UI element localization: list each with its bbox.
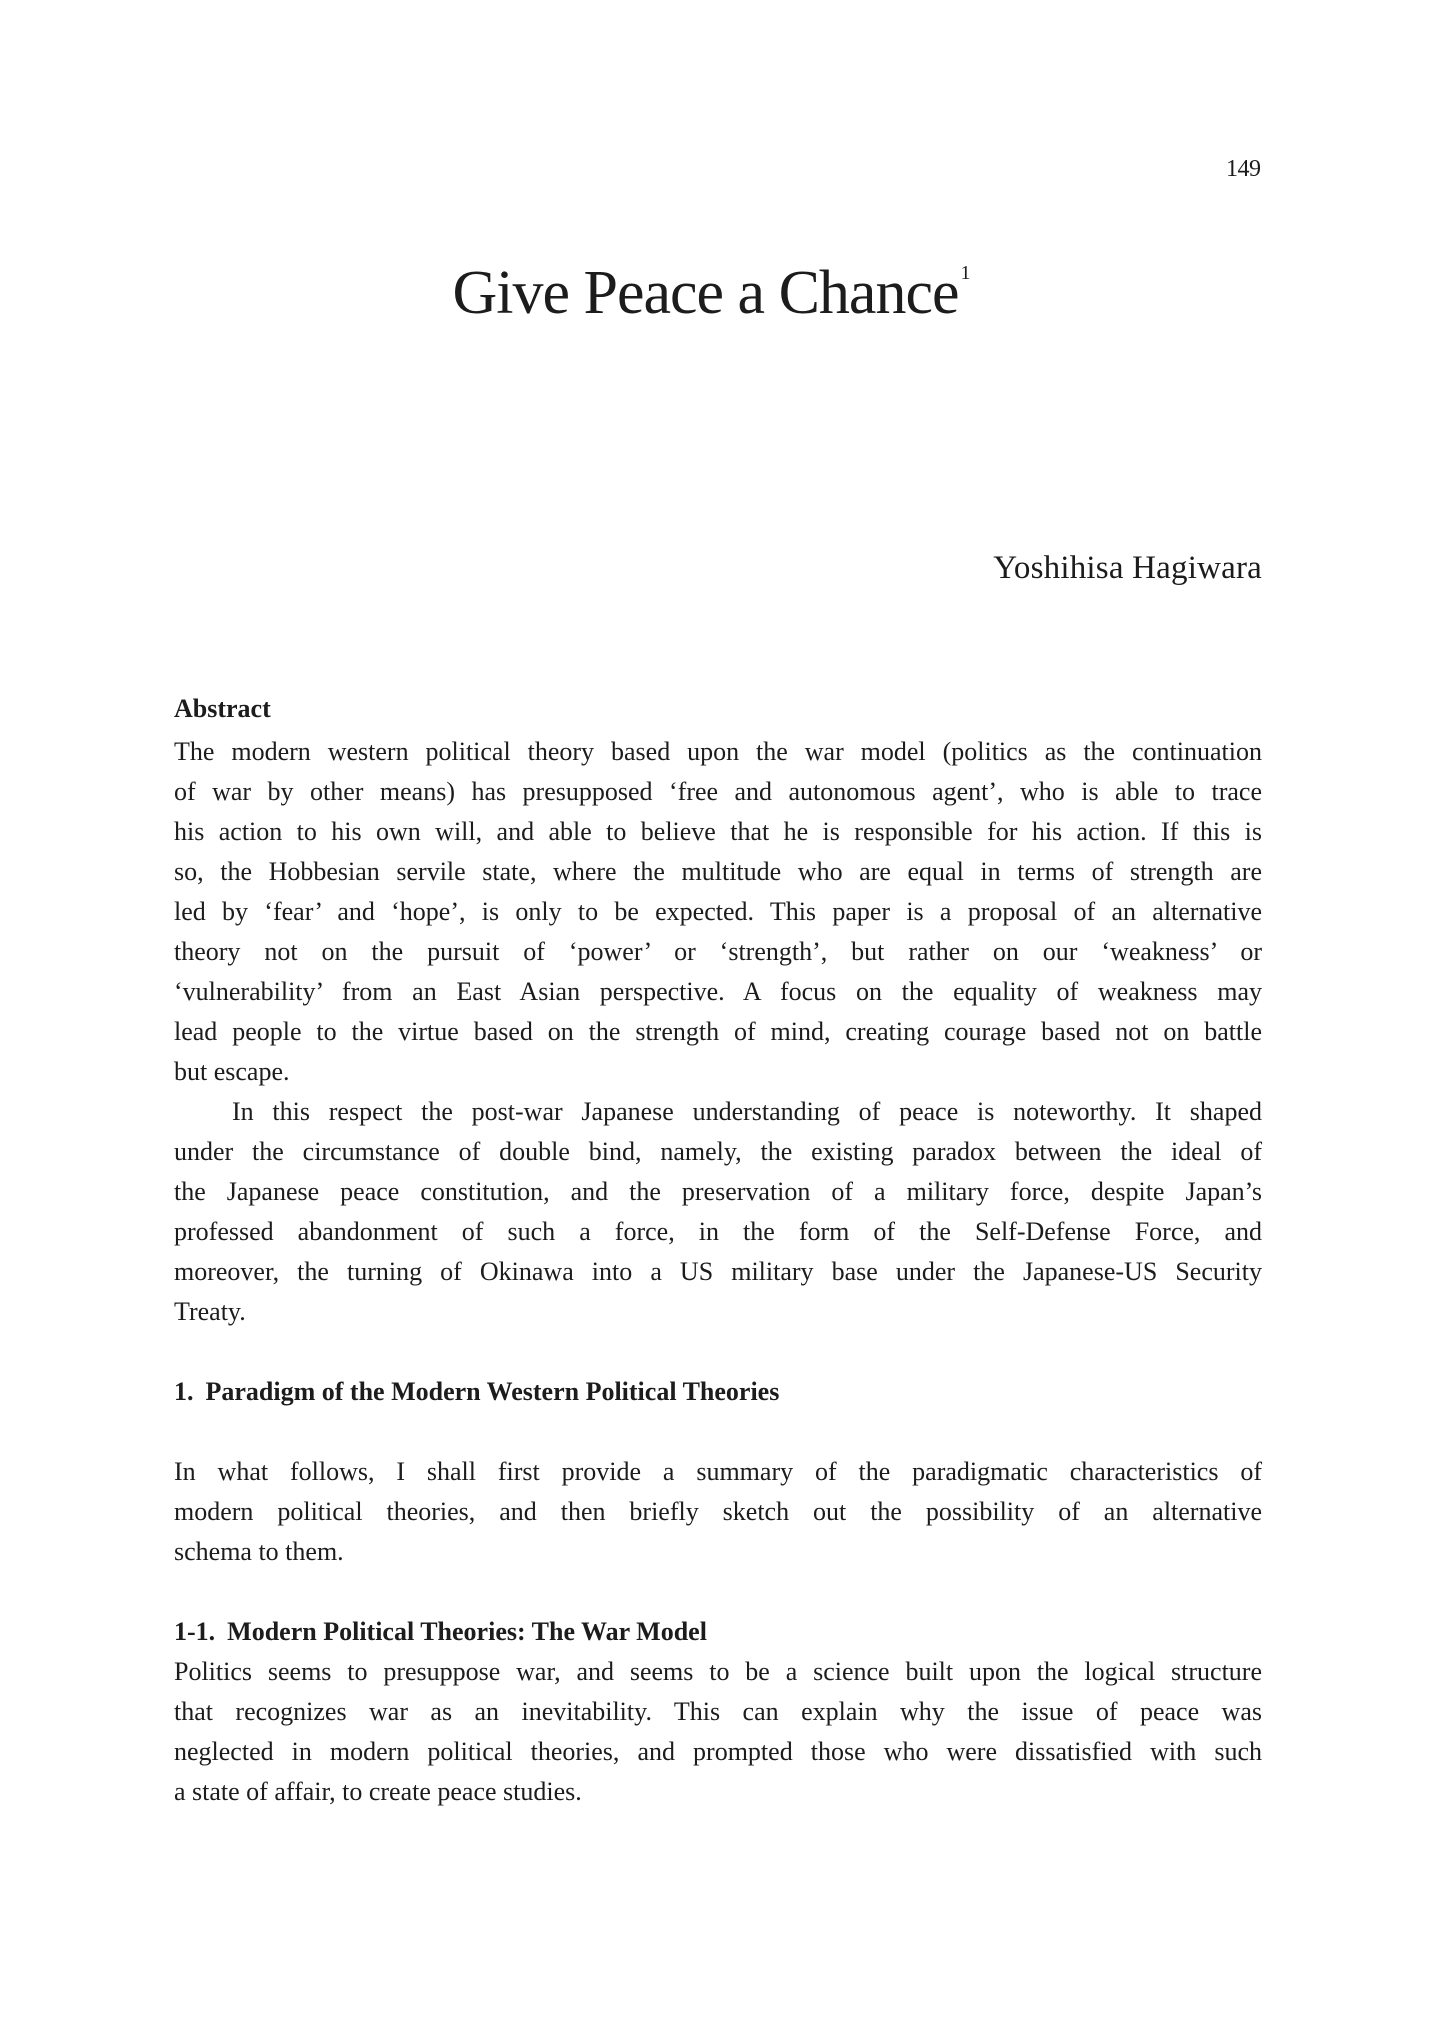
- text-line: led by ‘fear’ and ‘hope’, is only to be expected. This paper is a proposal of an alternative: [174, 897, 1262, 926]
- text-line: Politics seems to presuppose war, and seems to be a science built upon the logical structure: [174, 1657, 1262, 1686]
- text-line: so, the Hobbesian servile state, where the multitude who are equal in terms of strength are: [174, 857, 1262, 886]
- text-line: Treaty.: [174, 1297, 246, 1326]
- text-line: theory not on the pursuit of ‘power’ or ‘strength’, but rather on our ‘weakness’ or: [174, 937, 1262, 966]
- title-footnote-marker: 1: [960, 262, 970, 284]
- text-line: modern political theories, and then briefly sketch out the possibility of an alternative: [174, 1497, 1262, 1526]
- text-line: a state of affair, to create peace studies.: [174, 1777, 582, 1806]
- section-1-heading: [174, 1372, 779, 1412]
- text-line: but escape.: [174, 1057, 290, 1086]
- text-line: the Japanese peace constitution, and the preservation of a military force, despite Japan’s: [174, 1177, 1262, 1206]
- text-line: ‘vulnerability’ from an East Asian perspective. A focus on the equality of weakness may: [174, 977, 1262, 1006]
- text-line: The modern western political theory based upon the war model (politics as the continuation: [174, 737, 1262, 766]
- text-line: his action to his own will, and able to believe that he is responsible for his action. If this is: [174, 817, 1262, 846]
- text-line: neglected in modern political theories, and prompted those who were dissatisfied with such: [174, 1737, 1262, 1766]
- title-text: Give Peace a Chance: [452, 259, 959, 327]
- text-line: of war by other means) has presupposed ‘free and autonomous agent’, who is able to trace: [174, 777, 1262, 806]
- author-name: Yoshihisa Hagiwara: [993, 550, 1262, 586]
- text-line: professed abandonment of such a force, in the form of the Self-Defense Force, and: [174, 1217, 1262, 1246]
- page-number: 149: [1226, 156, 1261, 182]
- text-line: lead people to the virtue based on the strength of mind, creating courage based not on battle: [174, 1017, 1262, 1046]
- text-line: In this respect the post-war Japanese understanding of peace is noteworthy. It shaped: [232, 1097, 1262, 1126]
- section-number: 1-1.: [174, 1617, 216, 1646]
- text-line: schema to them.: [174, 1537, 344, 1566]
- text-line: moreover, the turning of Okinawa into a US military base under the Japanese-US Security: [174, 1257, 1262, 1286]
- text-line: that recognizes war as an inevitability. This can explain why the issue of peace was: [174, 1697, 1262, 1726]
- text-line: under the circumstance of double bind, namely, the existing paradox between the ideal of: [174, 1137, 1262, 1166]
- section-number: 1.: [174, 1377, 194, 1406]
- text-line: In what follows, I shall first provide a summary of the paradigmatic characteristics of: [174, 1457, 1262, 1486]
- abstract-heading: Abstract: [174, 694, 271, 723]
- section-title: Modern Political Theories: The War Model: [227, 1617, 707, 1646]
- paper-title: [0, 258, 1428, 329]
- section-1-1-heading: [174, 1612, 707, 1652]
- section-title: Paradigm of the Modern Western Political Theories: [205, 1377, 780, 1406]
